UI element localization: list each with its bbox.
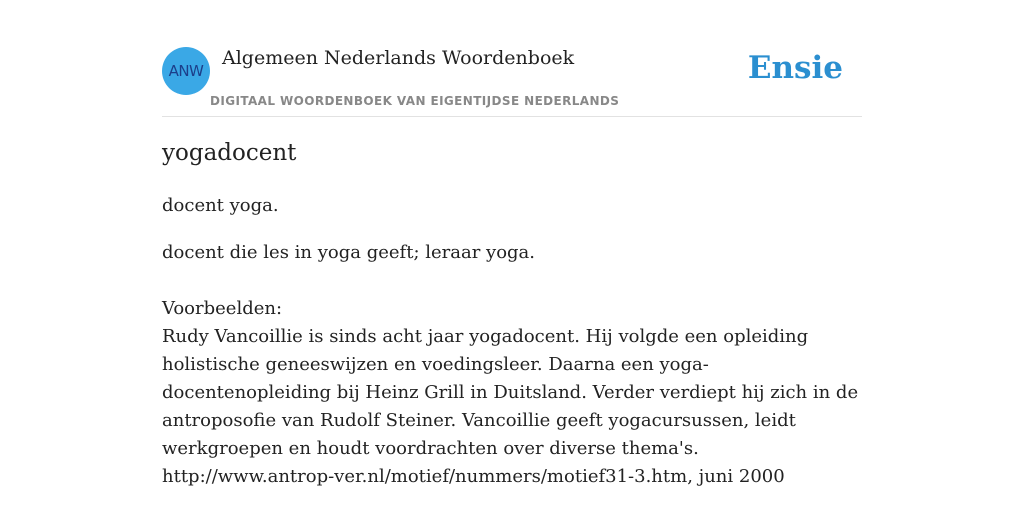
site-title[interactable]: Algemeen Nederlands Woordenboek bbox=[222, 47, 575, 69]
short-definition: docent yoga. bbox=[162, 195, 279, 216]
ensie-brand-link[interactable]: Ensie bbox=[747, 50, 843, 86]
example-text: Rudy Vancoillie is sinds acht jaar yogadocent. Hij volgde een opleiding holistische geneeswijzen en voedingsleer. Daarna een yoga-docentenopleiding bij Heinz Grill in Duitsland. Verder verdiept hij zich in de antroposofie van Rudolf Steiner. Vancoillie geeft yogacursussen, leidt werkgroepen en houdt voordrachten over diverse thema's. bbox=[162, 326, 859, 459]
example-source: http://www.antrop-ver.nl/motief/nummers/motief31-3.htm, juni 2000 bbox=[162, 466, 785, 487]
anw-logo[interactable]: ANW bbox=[162, 47, 210, 95]
headword: yogadocent bbox=[162, 140, 297, 166]
long-definition: docent die les in yoga geeft; leraar yoga. bbox=[162, 242, 536, 263]
site-header bbox=[162, 42, 862, 117]
entry-content bbox=[162, 192, 862, 491]
examples-label: Voorbeelden: bbox=[162, 298, 283, 319]
site-tagline: DIGITAAL WOORDENBOEK VAN EIGENTIJDSE NEDERLANDS bbox=[210, 94, 620, 108]
